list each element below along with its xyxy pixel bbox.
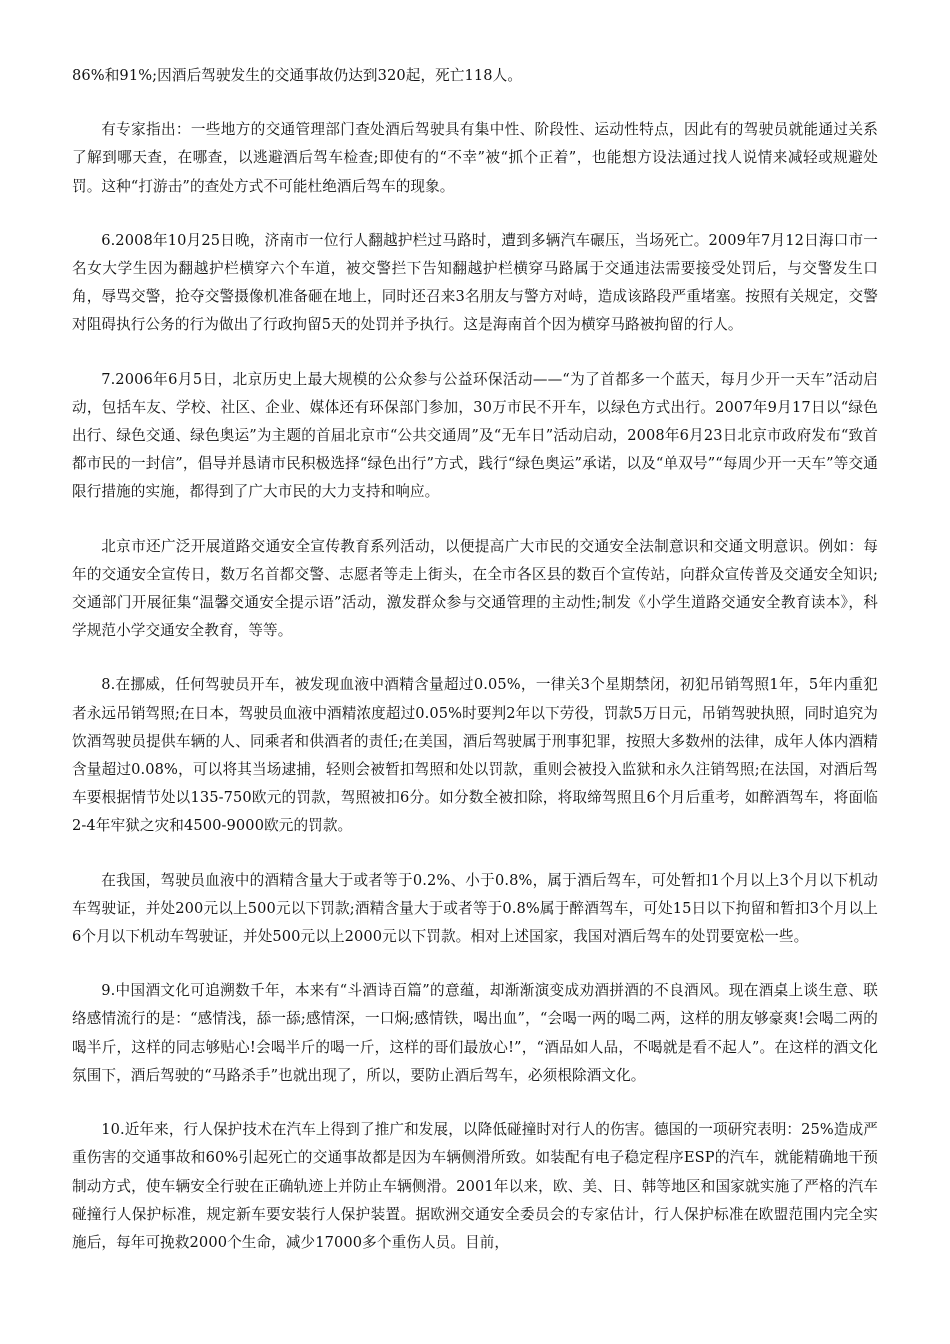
paragraph-china-penalties: 在我国，驾驶员血液中的酒精含量大于或者等于0.2%、小于0.8%，属于酒后驾车，可处暂扣1个月以上3个月以下机动车驾驶证，并处200元以上500元以下罚款;酒精含量大于或者等于0.8%属于醉酒驾车，可处15日以下拘留和暂扣3个月以上6个月以下机动车驾驶证，并处500元以上2000元以下罚款。相对上述国家，我国对酒后驾车的处罚要宽松一些。 xyxy=(72,871,878,946)
paragraph-item-8: 8.在挪威，任何驾驶员开车，被发现血液中酒精含量超过0.05%，一律关3个星期禁闭，初犯吊销驾照1年，5年内重犯者永远吊销驾照;在日本，驾驶员血液中酒精浓度超过0.05%时要判2年以下劳役，罚款5万日元，吊销驾驶执照，同时追究为饮酒驾驶员提供车辆的人、同乘者和供酒者的责任;在美国，酒后驾驶属于刑事犯罪，按照大多数州的法律，成年人体内酒精含量超过0.08%，可以将其当场逮捕，轻则会被暂扣驾照和处以罚款，重则会被投入监狱和永久注销驾照;在法国，对酒后驾车要根据情节处以135-750欧元的罚款，驾照被扣6分。如分数全被扣除，将取缔驾照且6个月后重考，如醉酒驾车，将面临2-4年牢狱之灾和4500-9000欧元的罚款。 xyxy=(72,676,878,835)
paragraph-item-6: 6.2008年10月25日晚，济南市一位行人翻越护栏过马路时，遭到多辆汽车碾压，当场死亡。2009年7月12日海口市一名女大学生因为翻越护栏横穿六个车道，被交警拦下告知翻越护栏横穿马路属于交通违法需要接受处罚后，与交警发生口角，辱骂交警，抢夺交警摄像机准备砸在地上，同时还召来3名朋友与警方对峙，造成该路段严重堵塞。按照有关规定，交警对阻碍执行公务的行为做出了行政拘留5天的处罚并予执行。这是海南首个因为横穿马路被拘留的行人。 xyxy=(72,231,878,334)
paragraph-item-9: 9.中国酒文化可追溯数千年，本来有“斗酒诗百篇”的意蕴，却渐渐演变成劝酒拼酒的不良酒风。现在酒桌上谈生意、联络感情流行的是：“感情浅，舔一舔;感情深，一口焖;感情铁，喝出血”，“会喝一两的喝二两，这样的朋友够豪爽!会喝二两的喝半斤，这样的同志够贴心!会喝半斤的喝一斤，这样的哥们最放心!”，“酒品如人品，不喝就是看不起人”。在这样的酒文化氛围下，酒后驾驶的“马路杀手”也就出现了，所以，要防止酒后驾车，必须根除酒文化。 xyxy=(72,982,878,1084)
paragraph-item-7: 7.2006年6月5日，北京历史上最大规模的公众参与公益环保活动——“为了首都多一个蓝天，每月少开一天车”活动启动，包括车友、学校、社区、企业、媒体还有环保部门参加，30万市民不开车，以绿色方式出行。2007年9月17日以“绿色出行、绿色交通、绿色奥运”为主题的首届北京市“公共交通周”及“无车日”活动启动，2008年6月23日北京市政府发布“致首都市民的一封信”，倡导并恳请市民积极选择“绿色出行”方式，践行“绿色奥运”承诺，以及“单双号”“每周少开一天车”等交通限行措施的实施，都得到了广大市民的大力支持和响应。 xyxy=(72,370,878,501)
paragraph-beijing-safety: 北京市还广泛开展道路交通安全宣传教育系列活动，以便提高广大市民的交通安全法制意识和交通文明意识。例如：每年的交通安全宣传日，数万名首都交警、志愿者等走上街头，在全市各区县的数百个宣传站，向群众宣传普及交通安全知识;交通部门开展征集“温馨交通安全提示语”活动，激发群众参与交通管理的主动性;制发《小学生道路交通安全教育读本》，科学规范小学交通安全教育，等等。 xyxy=(72,537,878,640)
paragraph-continued: 86%和91%;因酒后驾驶发生的交通事故仍达到320起，死亡118人。 xyxy=(72,67,523,84)
paragraph-item-10: 10.近年来，行人保护技术在汽车上得到了推广和发展，以降低碰撞时对行人的伤害。德国的一项研究表明：25%造成严重伤害的交通事故和60%引起死亡的交通事故都是因为车辆侧滑所致。如装配有电子稳定程序ESP的汽车，就能精确地干预制动方式，使车辆安全行驶在正确轨迹上并防止车辆侧滑。2001年以来，欧、美、日、韩等地区和国家就实施了严格的汽车碰撞行人保护标准，规定新车要安装行人保护装置。据欧洲交通安全委员会的专家估计，行人保护标准在欧盟范围内完全实施后，每年可挽救2000个生命，减少17000多个重伤人员。目前， xyxy=(72,1121,878,1251)
paragraph-expert-opinion: 有专家指出：一些地方的交通管理部门查处酒后驾驶具有集中性、阶段性、运动性特点，因此有的驾驶员就能通过关系了解到哪天查，在哪查，以逃避酒后驾车检查;即使有的“不幸”被“抓个正着”，也能想方设法通过找人说情来减轻或规避处罚。这种“打游击”的查处方式不可能杜绝酒后驾车的现象。 xyxy=(72,121,878,195)
